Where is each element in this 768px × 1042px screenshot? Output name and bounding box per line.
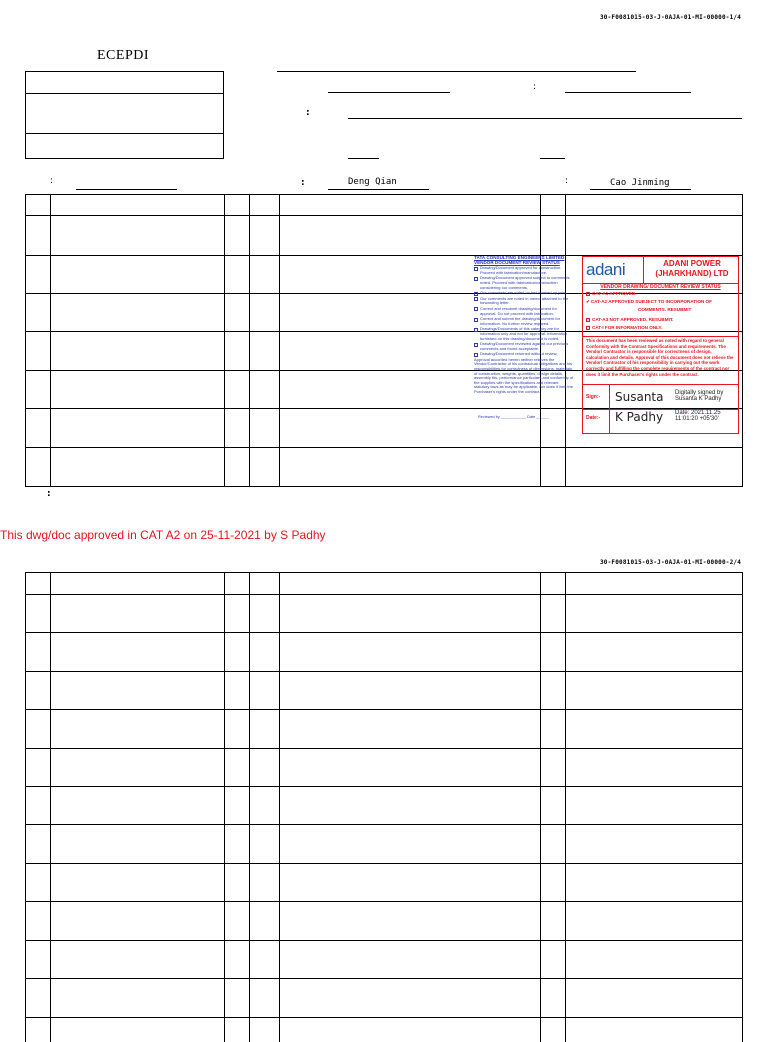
colon: : <box>533 82 537 92</box>
cat-i-option: CAT-I FOR INFORMATION ONLY. <box>586 325 662 330</box>
org-name: ECEPDI <box>97 48 149 63</box>
checkbox-icon <box>474 307 478 311</box>
cat-a2-continuation: COMMENTS. RESUBMIT <box>638 307 692 312</box>
signature-line-1 <box>76 189 177 190</box>
tata-option: Drawing/Document reviewed against our previous comments and found acceptable. <box>474 342 574 351</box>
field-line-4 <box>348 158 379 159</box>
revision-table-page2 <box>25 572 743 1042</box>
doc-number-page1: 30-F0081015-03-J-0AJA-01-MI-00000-1/4 <box>600 14 742 21</box>
checkbox-icon <box>474 267 478 271</box>
signature-last-name: K Padhy <box>615 410 664 424</box>
checkbox-icon <box>474 277 478 281</box>
colon: : <box>565 176 569 186</box>
field-line-3 <box>348 118 742 119</box>
adani-status-title: VENDOR DRAWING/ DOCUMENT REVIEW STATUS <box>600 284 721 290</box>
footer-colon: : <box>47 489 51 499</box>
field-line-2 <box>565 92 691 93</box>
tata-option: Correct and submit the drawing/document for information. No further review required. <box>474 317 574 326</box>
tata-option: Correct and resubmit drawing/document for approval. Do not proceed with fabrication. <box>474 307 574 316</box>
date-label: Date:- <box>586 415 601 421</box>
tata-stamp-title: TATA CONSULTING ENGINEERS LIMITED <box>474 256 565 260</box>
checkbox-icon <box>586 326 590 330</box>
checkbox-icon <box>474 292 478 296</box>
header-left-box <box>25 71 224 159</box>
tata-disclaimer: Approval accorded herein neither relieves the Vendor/Contractor of his contractual obligations and his responsibilities for correctness of dimensions, materials of construction, weights, quantities, design details, assembly fits, performance particulars and conformity of the supplies with the specifications and relevant statutory laws as may be applicable, nor does it limit the Purchaser's rights under the contract. <box>474 356 574 395</box>
tata-review-footer: Reviewed by ____________ Date ______ <box>478 415 549 420</box>
checkbox-icon <box>474 318 478 322</box>
signature-line-2 <box>328 189 429 190</box>
digital-signature-info-1: Digitally signed by Susanta K Padhy <box>675 390 724 403</box>
sign-label: Sign:- <box>586 394 601 400</box>
tata-review-stamp <box>474 256 574 424</box>
tata-option: Our comments are noted on last marked up print. <box>474 291 574 296</box>
tata-option: Drawing/Document approved subject to comments noted. Proceed with fabrication/construction considering our comments. <box>474 276 574 290</box>
checkbox-icon <box>474 328 478 332</box>
tata-option: Drawing/Document returned without review. <box>474 352 574 357</box>
checkbox-icon <box>586 292 590 296</box>
checkbox-icon <box>474 297 478 301</box>
title-line <box>277 71 636 72</box>
designer-name: Deng Qian <box>348 177 397 187</box>
field-line-5 <box>540 158 565 159</box>
adani-review-note: This document has been reviewed as noted with regard to general Conformity with the Contract Specifications and requirements. The Vendor/ Contractor is responsible for correctness of design, calculation and details. Approval of this document does not relieve the Vendor/ Contractor of his responsibility in carrying out the work correctly and fulfilling the complete requirements of the contract nor does it limit the Purchaser's rights under the contract. <box>586 338 734 377</box>
checkmark-icon: ✔ <box>586 299 590 304</box>
colon: : <box>306 108 310 118</box>
doc-number-page2: 30-F0081015-03-J-0AJA-01-MI-00000-2/4 <box>600 559 742 566</box>
cat-a1-option: CAT-A1 APPROVED. <box>586 291 636 296</box>
adani-logo: adani <box>586 260 626 279</box>
signature-first-name: Susanta <box>615 390 664 404</box>
approval-note: This dwg/doc approved in CAT A2 on 25-11-2021 by S Padhy <box>0 528 326 542</box>
adani-review-stamp <box>582 256 739 434</box>
colon: : <box>301 178 305 188</box>
cat-a3-option: CAT-A3 NOT APPROVED. RESUBMIT. <box>586 317 673 322</box>
tata-option: Drawing/Document approved for construction. Proceed with fabrication/manufacture. <box>474 266 574 275</box>
adani-company-name: ADANI POWER (JHARKHAND) LTD <box>655 259 729 278</box>
checkbox-icon <box>474 343 478 347</box>
signature-line-3 <box>590 189 691 190</box>
field-line-1 <box>328 92 450 93</box>
tata-option: Our comments are noted in memo attached to the forwarding letter. <box>474 297 574 306</box>
checker-name: Cao Jinming <box>610 178 670 188</box>
checkbox-icon <box>586 318 590 322</box>
colon: : <box>50 176 54 186</box>
tata-stamp-subtitle: VENDOR DOCUMENT REVIEW STATUS <box>474 259 560 265</box>
cat-a2-option: ✔CAT-A2 APPROVED SUBJECT TO INCORPORATION OF <box>586 299 712 304</box>
tata-option: Drawings/Documents of this category are for information only and not for approval. Information furnished on this drawing/document is noted. <box>474 327 574 341</box>
digital-signature-info-2: Date: 2021.11.25 11:01:20 +05'30' <box>675 410 721 423</box>
